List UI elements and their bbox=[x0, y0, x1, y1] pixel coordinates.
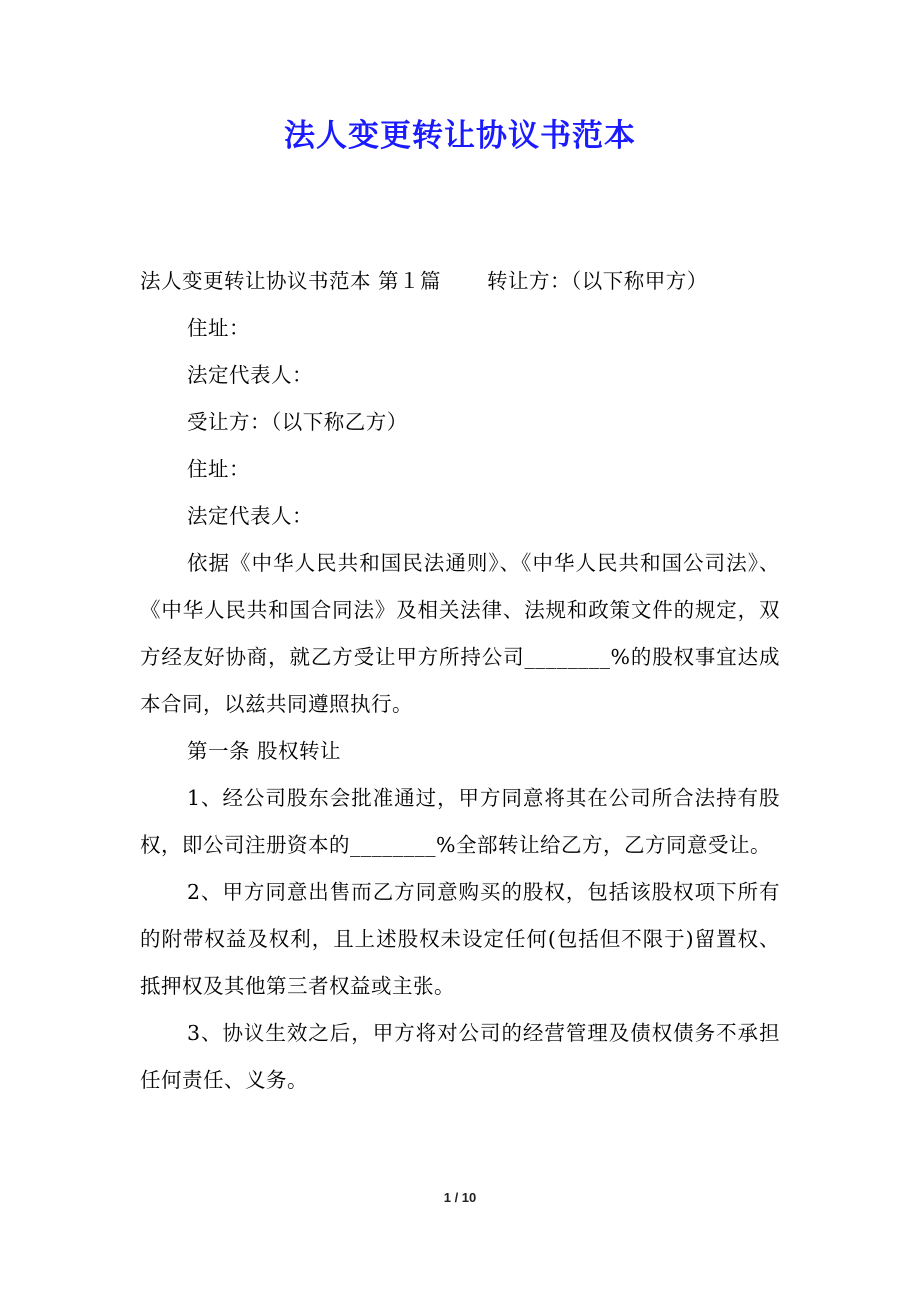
page-indicator: 1 / 10 bbox=[443, 1190, 477, 1205]
document-body bbox=[140, 258, 780, 1104]
transferee-representative: 法定代表人： bbox=[187, 504, 313, 528]
article-1-heading: 第一条 股权转让 bbox=[187, 739, 342, 763]
clause-2: 2、甲方同意出售而乙方同意购买的股权，包括该股权项下所有的附带权益及权利，且上述股权未设定任何(包括但不限于)留置权、抵押权及其他第三者权益或主张。 bbox=[140, 880, 780, 998]
heading-line bbox=[140, 258, 780, 305]
clause-3: 3、协议生效之后，甲方将对公司的经营管理及债权债务不承担任何责任、义务。 bbox=[140, 1021, 780, 1092]
intro-paragraph: 依据《中华人民共和国民法通则》、《中华人民共和国公司法》、《中华人民共和国合同法》及相关法律、法规和政策文件的规定，双方经友好协商，就乙方受让甲方所持公司________%的股权事宜达成本合同，以兹共同遵照执行。 bbox=[140, 551, 780, 716]
document-title: 法人变更转让协议书范本 bbox=[284, 118, 636, 154]
section-heading: 法人变更转让协议书范本 第１篇 bbox=[140, 269, 442, 293]
transferor-address: 住址： bbox=[187, 316, 250, 340]
transferee-address: 住址： bbox=[187, 457, 250, 481]
clause-1: 1、经公司股东会批准通过，甲方同意将其在公司所合法持有股权，即公司注册资本的________%全部转让给乙方，乙方同意受让。 bbox=[140, 786, 780, 857]
transferee-label: 受让方：（以下称乙方） bbox=[187, 410, 408, 434]
transferor-representative: 法定代表人： bbox=[187, 363, 313, 387]
transferor-label: 转让方：（以下称甲方） bbox=[487, 269, 708, 293]
